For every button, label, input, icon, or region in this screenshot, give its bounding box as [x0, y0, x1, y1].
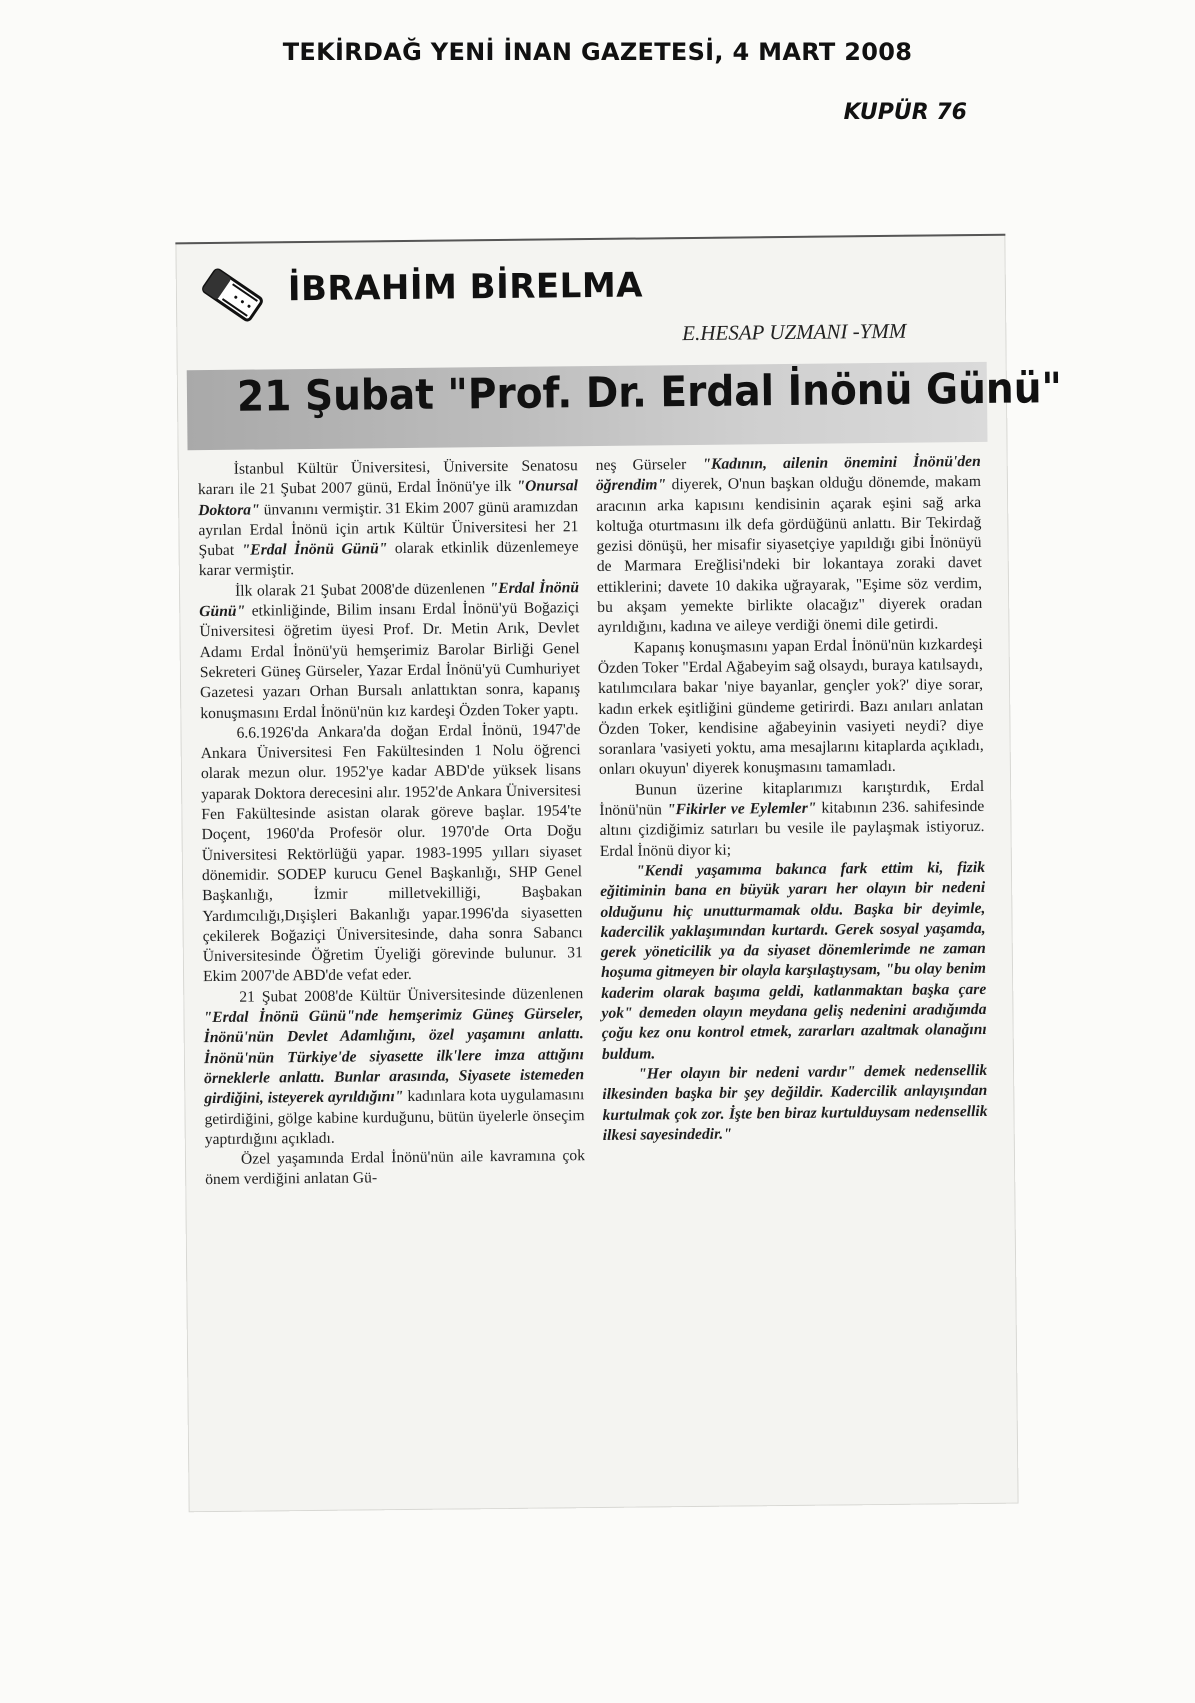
quote-paragraph: "Kendi yaşamıma bakınca fark ettim ki, fizik eğitiminin bana en büyük yararı her olayın bir nedeni olduğunu hiç unutturmamak oldu. Başka bir deyimle, kadercilik yaklaşımından kurtardı. Gerek sosyal yaşamda, gerek yöneticilik ya da siyaset dönemlerimde ne zaman hoşuma gitmeyen bir olayla karşılaştıysam, "bu olay benim kaderim olarak başıma geldi, katlanmaktan başka çare yok" demeden olayın meydana geliş nedenini aradığımda çoğu kez onu kontrol etmek, zararları azaltmak olanağını buldum. — [600, 858, 987, 1063]
paragraph: Kapanış konuşmasını yapan Erdal İnönü'nün kızkardeşi Özden Toker "Erdal Ağabeyim sağ olsaydı, buraya katılsaydı, katılımcılara bakar 'niye bayanlar, gençler yok?' diye sorar, kadın erkek eşitliğini gündeme getirirdi. Bazı anıları anlatan Özden Toker, kendisine ağabeyinin vasiyeti neydi? diye soranlara 'vasiyeti yoktu, ama mesajlarını kitaplarda açıkladı, onları okuyun' diyerek konuşmasını tamamladı. — [597, 635, 984, 779]
author-name: İBRAHİM BİRELMA — [287, 265, 644, 310]
clipping-top-rule — [175, 234, 1005, 245]
newspaper-clipping — [175, 234, 1063, 1513]
right-column — [596, 452, 988, 1146]
paragraph: Özel yaşamında Erdal İnönü'nün aile kavramına çok önem verdiğini anlatan Gü- — [205, 1147, 586, 1189]
author-byline — [196, 264, 644, 334]
eraser-pencil-icon — [196, 263, 269, 328]
paragraph: İlk olarak 21 Şubat 2008'de düzenlenen "Erdal İnönü Günü" etkinliğinde, Bilim insanı Erdal İnönü'yü Boğaziçi Üniversitesi öğretim üyesi Prof. Dr. Metin Arık, Devlet Adamı Erdal İnönü'yü hemşerimiz Barolar Birliği Genel Sekreteri Güneş Gürseler, Yazar Erdal İnönü'yü Cumhuriyet Gazetesi yazarı Orhan Bursalı anlattıktan sonra, kapanış konuşmasını Erdal İnönü'nün kız kardeşi Özden Toker yaptı. — [199, 578, 581, 722]
paragraph: İstanbul Kültür Üniversitesi, Üniversite Senatosu kararı ile 21 Şubat 2007 günü, Erdal İnönü'ye ilk "Onursal Doktora" ünvanını vermiştir. 31 Ekim 2007 günü aramızdan ayrılan Erdal İnönü için artık Kültür Üniversitesi her 21 Şubat "Erdal İnönü Günü" olarak etkinlik düzenlemeye karar vermiştir. — [197, 457, 579, 580]
paragraph: 6.6.1926'da Ankara'da doğan Erdal İnönü, 1947'de Ankara Üniversitesi Fen Fakültesinden 1 Nolu öğrenci olarak mezun olur. 1952'ye kadar ABD'de yüksek lisans yaparak Doktora derecesini alır. 1952'de Ankara Üniversitesi Fen Fakültesinde asistan olarak göreve başlar. 1954'te Doçent, 1960'da Profesör olur. 1970'de Orta Doğu Üniversitesi Rektörlüğü yapar. 1983-1995 yılları siyaset dönemidir. SODEP kurucu Genel Başkanlığı, SHP Genel Başkanlığı, İzmir milletvekilliği, Başbakan Yardımcılığı,Dışişleri Bakanlığı yapar.1996'da siyasetten çekilerek Boğaziçi Üniversitesinde, daha sonra Sabancı Üniversitesinde Öğretim Üyeliği görevinde bulunur. 31 Ekim 2007'de ABD'de vefat eder. — [200, 721, 583, 986]
headline-band — [187, 362, 1063, 450]
newspaper-header: TEKİRDAĞ YENİ İNAN GAZETESİ, 4 MART 2008 — [282, 38, 913, 66]
clipping-number: KUPÜR 76 — [843, 100, 967, 125]
quote-paragraph: "Her olayın bir nedeni vardır" demek nedensellik ilkesinden başka bir şey değildir. Kadercilik anlayışından kurtulmak çok zor. İşte ben biraz kurtulduysam nedensellik ilkesi sayesindedir." — [602, 1061, 988, 1144]
paragraph: neş Gürseler "Kadının, ailenin önemini İnönü'den öğrendim" diyerek, O'nun başkan olduğu dönemde, makam aracının arka kapısını kendisinin açarak eşini sağ arka koltuğa oturtmasını ilk defa gördüğünü anlattı. Bir Tekirdağ gezisi dönüşü, her misafir siyasetçiye yapıldığı gibi İnönüyü de Marmara Ereğlisi'ndeki bir lokantaya zoraki davet ettiklerini; davete 10 dakika uğrayarak, "Eşime söz verdim, bu akşam yemekte birlikte olacağız" diyerek oradan ayrıldığını, kadına ve aileye verdiği önemi dile getirdi. — [595, 452, 983, 637]
paragraph: 21 Şubat 2008'de Kültür Üniversitesinde düzenlenen "Erdal İnönü Günü"nde hemşerimiz Güneş Gürseler, İnönü'nün Devlet Adamlığını, özel yaşamını anlattı. İnönü'nün Türkiye'de siyasette ilk'lere imza attığını örneklerle anlattı. Bunlar arasında, Siyasete istemeden girdiğini, isteyerek ayrıldığını" kadınlara kota uygulamasını getirdiğini, gölge kabine kurduğunu, bütün üyelerle önseçim yaptırdığını açıkladı. — [203, 984, 585, 1148]
author-title: E.HESAP UZMANI -YMM — [682, 318, 907, 346]
article-headline: 21 Şubat "Prof. Dr. Erdal İnönü Günü" — [236, 363, 1063, 421]
left-column — [198, 456, 586, 1191]
paragraph: Bunun üzerine kitaplarımızı karıştırdık, Erdal İnönü'nün "Fikirler ve Eylemler" kitabının 236. sahifesinde altını çizdiğimiz satırları bu vesile ile paylaşmak istiyoruz. Erdal İnönü diyor ki; — [599, 777, 985, 860]
